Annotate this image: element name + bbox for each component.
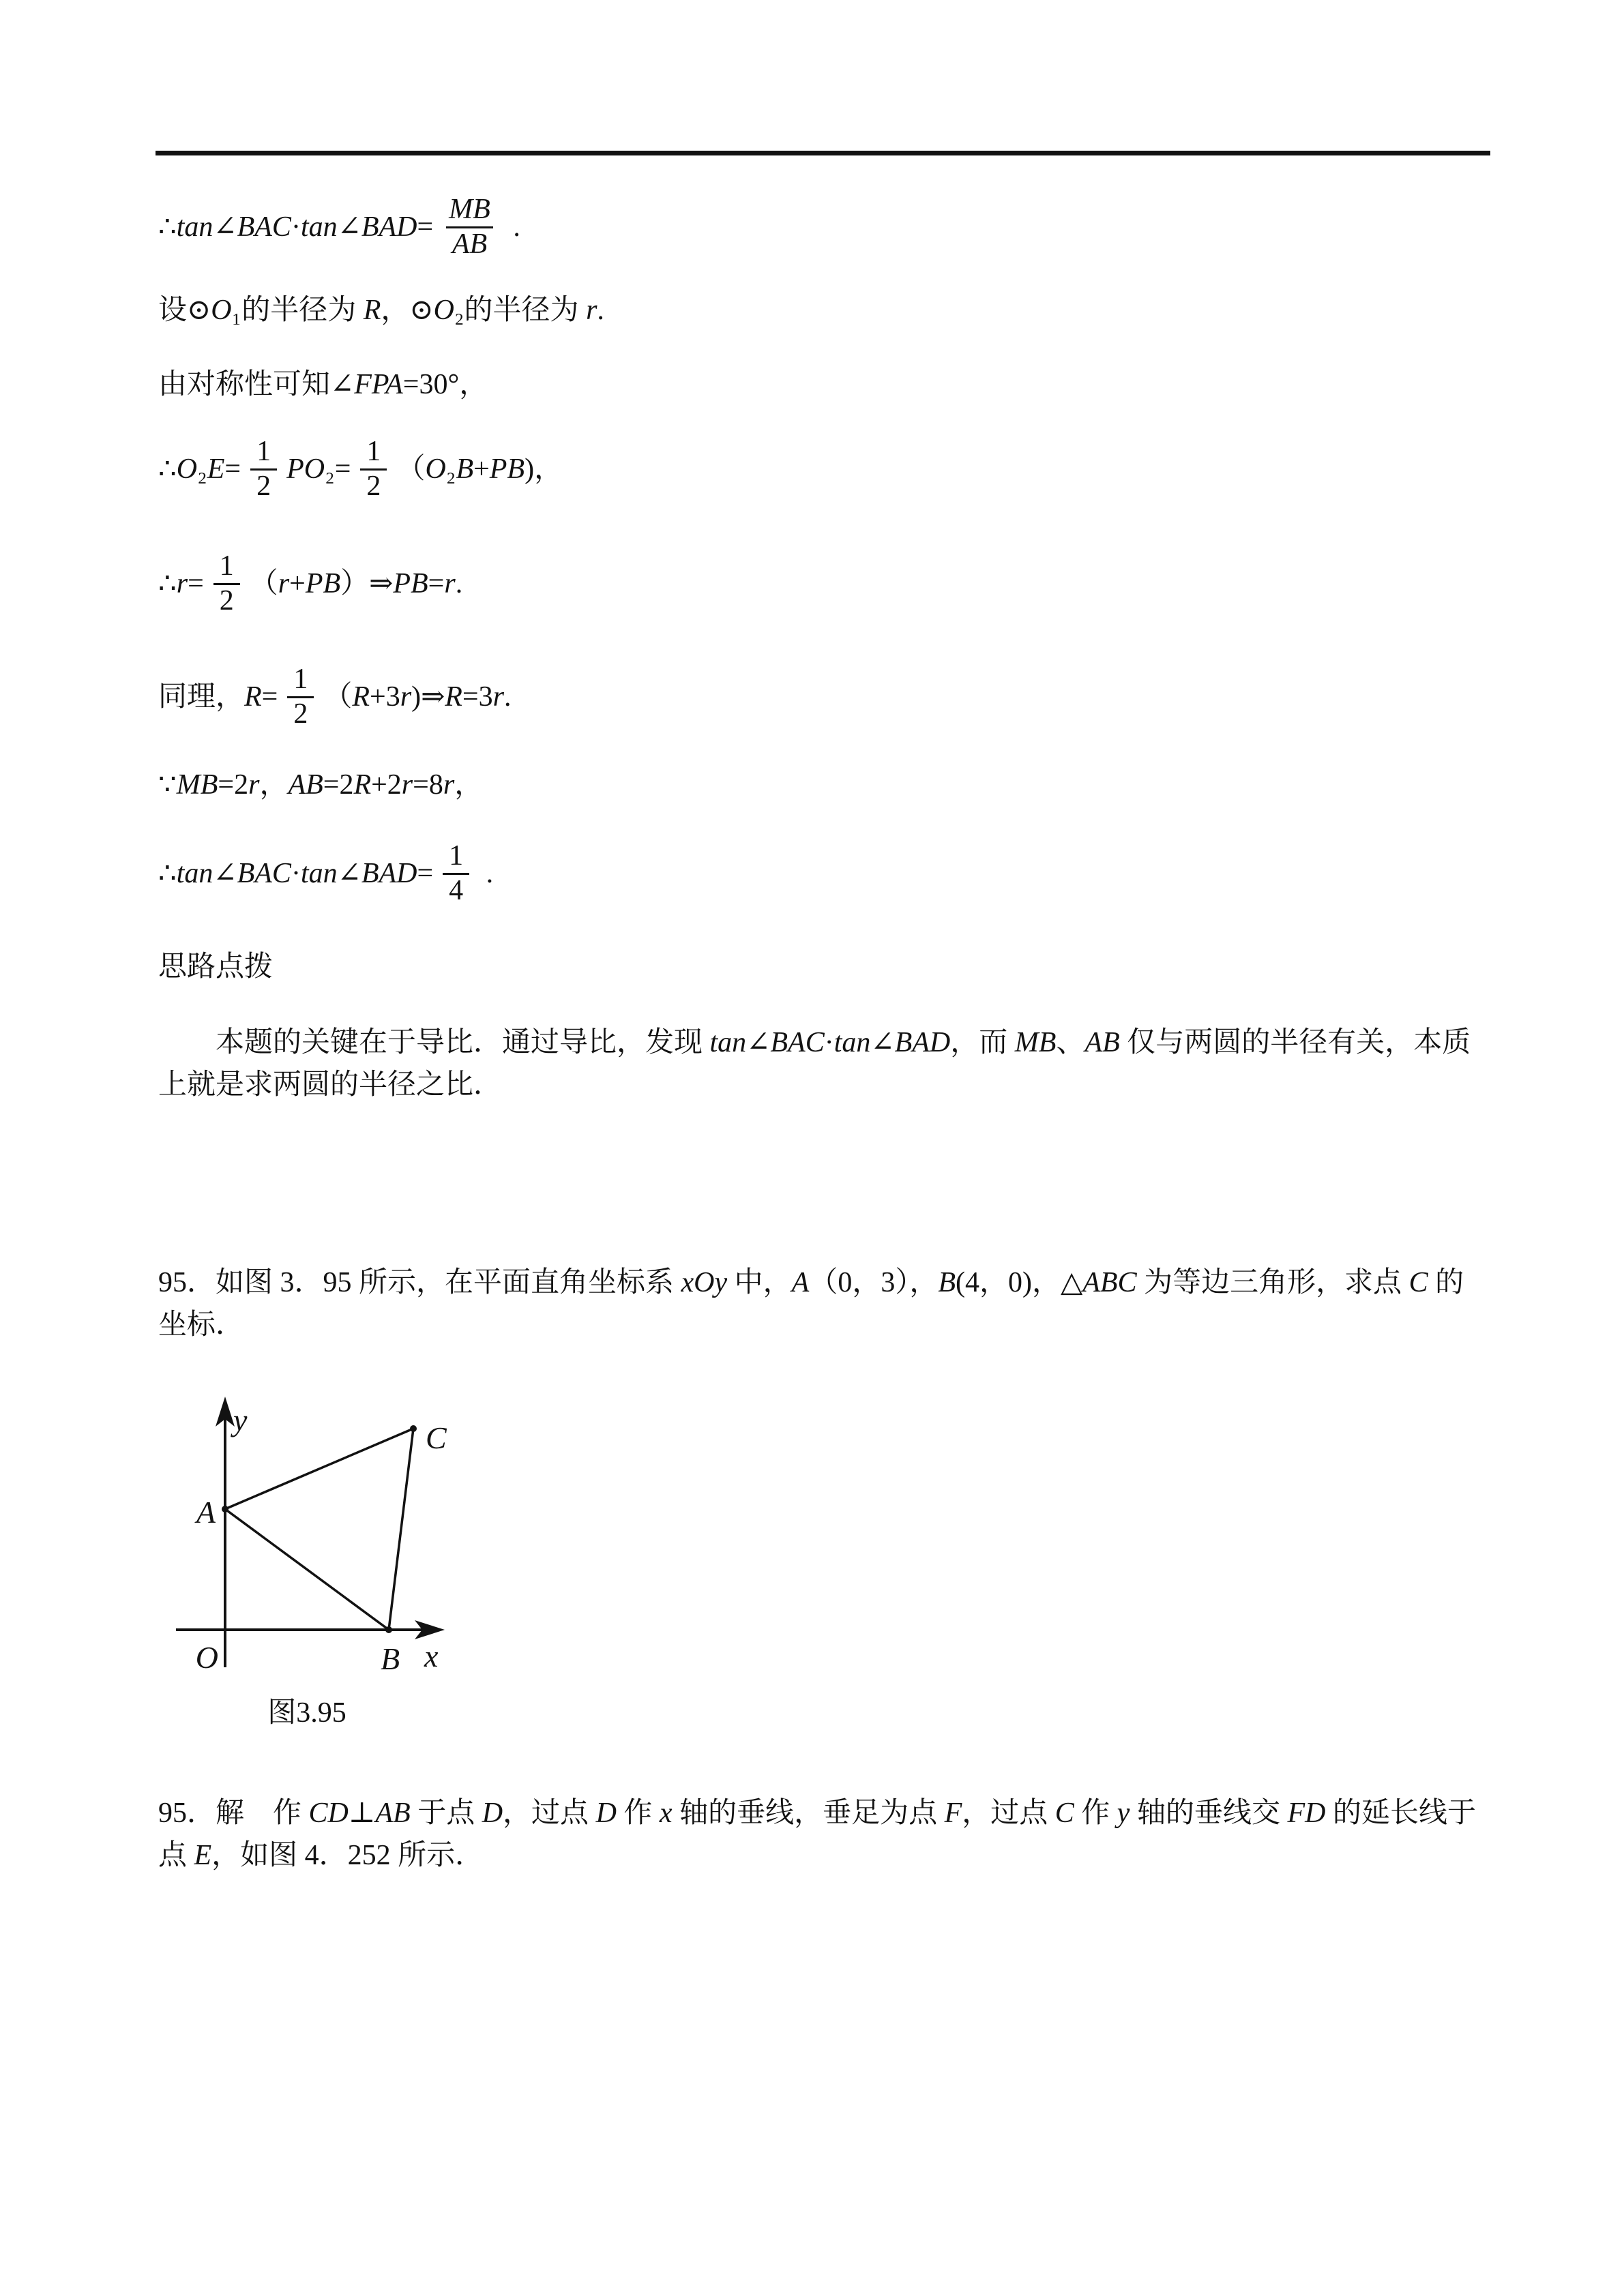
formula-text: .: [505, 211, 520, 243]
point-b-label: B: [380, 1641, 400, 1674]
hint-paragraph-line-2: 上就是求两圆的半径之比．: [158, 1069, 503, 1101]
fraction: $\frac{1}{2}$: [250, 436, 277, 503]
formula-text: （O₂B+PB)，: [396, 453, 563, 485]
problem-95-line-2: 坐标．: [158, 1309, 245, 1341]
point-a-label: A: [196, 1495, 216, 1530]
formula-tan-mb-ab: [158, 176, 520, 278]
solution-95-line-1: 95．解 作 CD⊥AB 于点 D，过点 D 作 x 轴的垂线，垂足为点 F，过点 C 作 y 轴的垂线交 FD 的延长线于: [158, 1798, 1476, 1829]
edge-ac: [225, 1429, 413, 1509]
formula-text: ∴tan∠BAC·tan∠BAD=: [158, 211, 434, 243]
hint-paragraph-line-1: 本题的关键在于导比．通过导比，发现 tan∠BAC·tan∠BAD，而 MB、AB 仅与两圆的半径有关，本质: [216, 1027, 1471, 1058]
formula-text: （R+3r)⇒R=3r.: [323, 681, 512, 713]
point-c-label: C: [426, 1420, 447, 1455]
formula-text: ∴tan∠BAC·tan∠BAD=: [158, 857, 434, 889]
formula-r-pb: [158, 533, 462, 635]
figure-3-95: [136, 1391, 477, 1674]
fraction: $\frac{1}{2}$: [287, 664, 314, 730]
formula-text: PO₂=: [286, 453, 351, 485]
formula-text: ∴r=: [158, 567, 204, 599]
point-c-dot: [410, 1425, 417, 1432]
origin-label: O: [195, 1640, 218, 1674]
figure-caption: 图3.95: [267, 1697, 346, 1729]
line-set-radii: 设⊙O₁的半径为 R，⊙O₂的半径为 r.: [158, 295, 604, 326]
point-a-dot: [222, 1506, 228, 1512]
fraction: $\frac{1}{2}$: [213, 550, 240, 617]
fraction: $\frac{1}{2}$: [360, 436, 387, 503]
hint-heading: 思路点拨: [158, 951, 274, 983]
header-rule: [156, 151, 1490, 155]
point-b-dot: [385, 1626, 392, 1633]
fraction: $\frac{MB}{AB}$: [443, 194, 497, 260]
formula-text: （r+PB）⇒PB=r.: [249, 567, 463, 599]
y-axis-label: y: [233, 1403, 248, 1437]
line-since-mb: ∵MB=2r，AB=2R+2r=8r，: [158, 769, 484, 801]
formula-r-3r: [158, 646, 511, 748]
problem-95-line-1: 95．如图 3．95 所示，在平面直角坐标系 xOy 中，A（0，3），B(4，0)，△ABC 为等边三角形，求点 C 的: [158, 1267, 1464, 1298]
formula-o2e: [158, 418, 563, 520]
line-symmetry: 由对称性可知∠FPA=30°，: [158, 369, 488, 400]
formula-tan-quarter: [158, 822, 493, 925]
solution-95-line-2: 点 E，如图 4．252 所示．: [158, 1840, 484, 1871]
formula-text: .: [479, 857, 494, 889]
formula-text: 同理，R=: [158, 681, 278, 713]
x-axis-label: x: [424, 1639, 439, 1673]
edge-ab: [225, 1509, 389, 1630]
formula-text: ∴O₂E=: [158, 453, 241, 485]
fraction: $\frac{1}{4}$: [443, 840, 469, 907]
edge-bc: [389, 1429, 413, 1630]
